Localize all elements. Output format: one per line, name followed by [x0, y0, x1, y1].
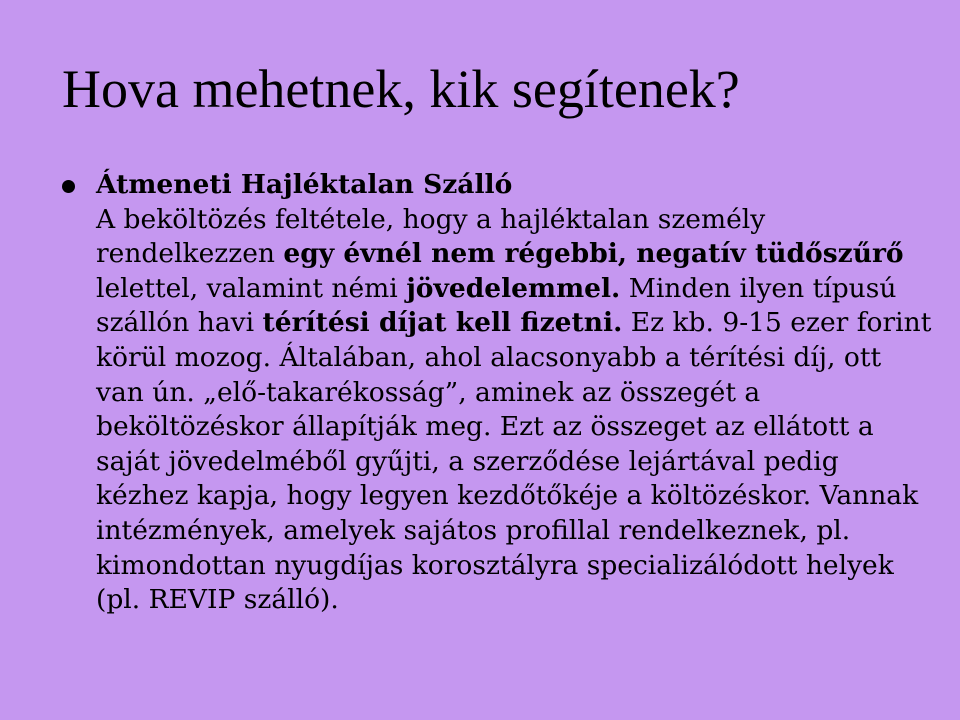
body-bold-1: egy évnél nem régebbi, negatív tüdőszűrő — [283, 238, 904, 270]
body-text-3: Minden ilyen típusú szállón havi — [96, 272, 897, 339]
bullet-content — [96, 168, 936, 618]
slide-title: Hova mehetnek, kik segítenek? — [62, 59, 740, 119]
body-text-2: lelettel, valamint némi — [96, 272, 407, 304]
bullet-heading: Átmeneti Hajléktalan Szálló — [96, 169, 513, 200]
body-bold-3: térítési díjat kell fizetni. — [262, 307, 623, 339]
bullet-dot-icon — [62, 180, 75, 193]
body-text-1: A beköltözés feltétele, hogy a hajléktalan személy rendelkezzen — [96, 203, 766, 270]
body-bold-2: jövedelemmel. — [406, 272, 621, 304]
bullet-body — [96, 203, 936, 618]
body-text-4: Ez kb. 9-15 ezer forint körül mozog. Általában, ahol alacsonyabb a térítési díj, ott van ún. „elő-takarékosság”, aminek az összegét a beköltözéskor állapítják meg. Ezt az összeget az ellátott a saját jövedelméből gyűjti, a szerződése lejártával pedig kézhez kapja, hogy legyen kezdőtőkéje a költözéskor. Vannak intézmények, amelyek sajátos profillal rendelkeznek, pl. kimondottan nyugdíjas korosztályra specializálódott helyek (pl. REVIP szálló). — [96, 307, 932, 616]
